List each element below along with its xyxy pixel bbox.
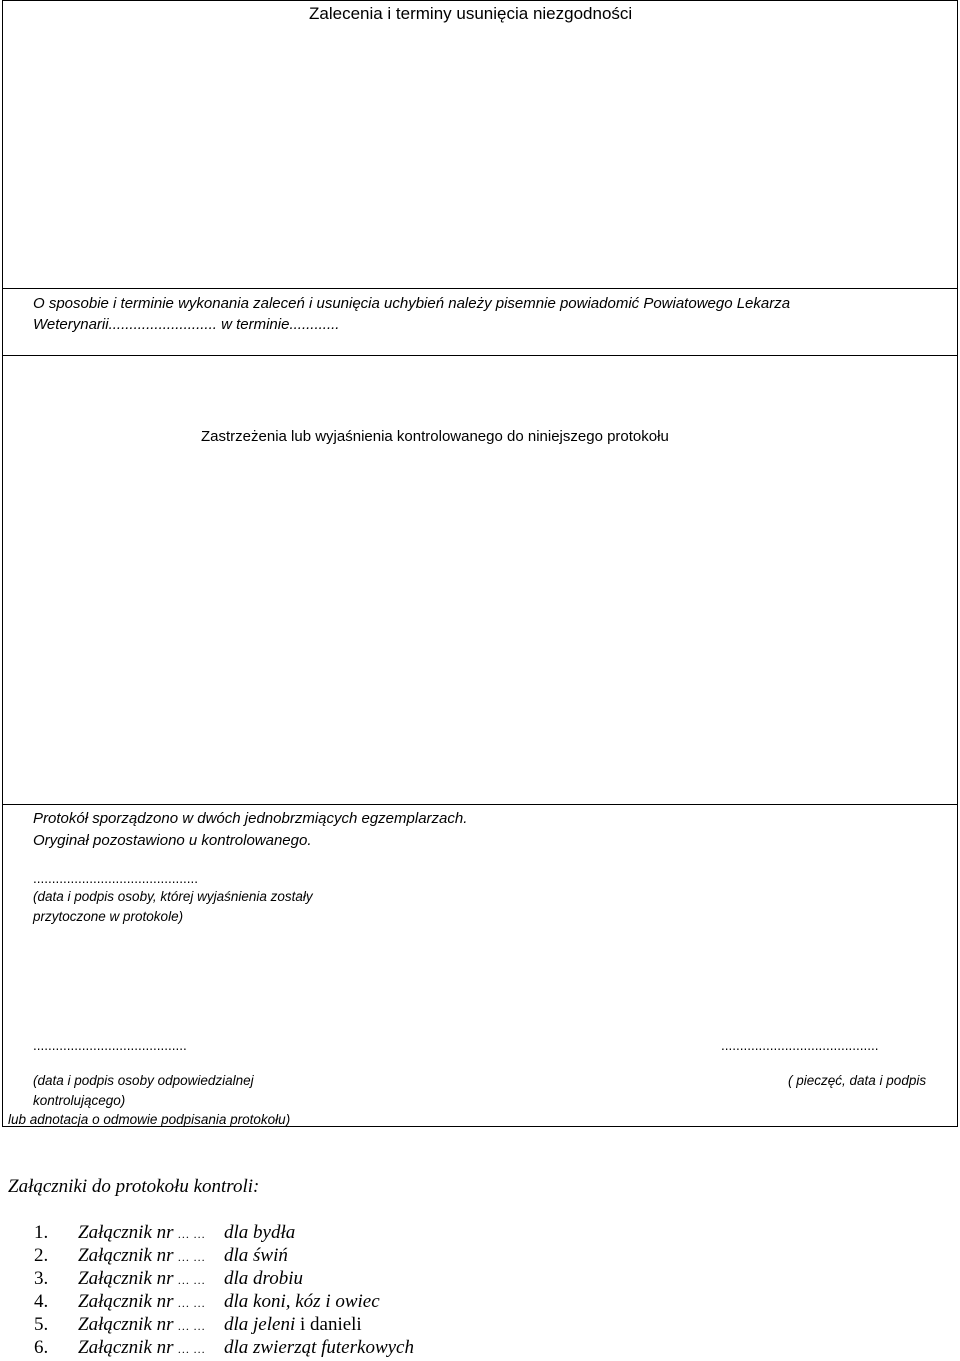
attachment-label: Załącznik nr [78, 1337, 174, 1358]
notice-line-2: Weterynarii.......................... w terminie............ [33, 316, 340, 333]
copies-statement: Protokół sporządzono w dwóch jednobrzmiących egzemplarzach. [33, 810, 468, 827]
explainer-signature-caption-1: (data i podpis osoby, której wyjaśnienia zostały [33, 889, 313, 904]
notice-line-1: O sposobie i terminie wykonania zaleceń i usunięcia uchybień należy pisemnie powiadomić Powiatowego Lekarza [33, 295, 791, 312]
attachment-label: Załącznik nr [78, 1314, 174, 1335]
attachment-number: 3. [34, 1268, 49, 1289]
stamp-signature-caption: ( pieczęć, data i podpis [788, 1073, 927, 1088]
inspector-signature-caption-3: lub adnotacja o odmowie podpisania protokołu) [8, 1112, 291, 1127]
attachment-number: 5. [34, 1314, 49, 1335]
notice-section [2, 288, 958, 356]
explainer-signature-caption-2: przytoczone w protokole) [33, 909, 184, 924]
attachment-label: Załącznik nr [78, 1222, 174, 1243]
attachment-item [34, 1244, 414, 1267]
inspector-signature-dots: ......................................... [33, 1038, 187, 1053]
attachment-dots: … … [178, 1342, 206, 1356]
attachment-label: Załącznik nr [78, 1291, 174, 1312]
attachment-description: dla bydła [224, 1222, 296, 1243]
inspector-signature-caption-2: kontrolującego) [33, 1093, 126, 1108]
attachment-dots: … … [178, 1296, 206, 1310]
attachment-dots: … … [178, 1273, 206, 1287]
attachment-label: Załącznik nr [78, 1268, 174, 1289]
attachment-dots: … … [178, 1250, 206, 1264]
recommendations-section [2, 0, 958, 289]
original-statement: Oryginał pozostawiono u kontrolowanego. [33, 832, 312, 849]
stamp-signature-dots: .......................................... [721, 1038, 879, 1053]
attachment-item [34, 1267, 414, 1290]
attachment-number: 2. [34, 1245, 49, 1266]
attachment-number: 1. [34, 1222, 49, 1243]
attachment-description: dla zwierząt futerkowych [224, 1337, 414, 1358]
objections-title: Zastrzeżenia lub wyjaśnienia kontrolowanego do niniejszego protokołu [201, 428, 669, 445]
recommendations-title: Zalecenia i terminy usunięcia niezgodności [309, 4, 633, 23]
attachment-description: dla koni, kóz i owiec [224, 1291, 380, 1312]
attachment-description-extra: i danieli [295, 1314, 362, 1335]
explainer-signature-dots: ............................................ [33, 871, 199, 886]
signatures-section [2, 804, 958, 1127]
attachment-label: Załącznik nr [78, 1245, 174, 1266]
attachment-description: dla jeleni [224, 1314, 296, 1335]
attachment-number: 4. [34, 1291, 49, 1312]
attachment-item [34, 1290, 414, 1313]
attachment-dots: … … [178, 1319, 206, 1333]
attachment-item [34, 1221, 414, 1244]
attachment-description: dla drobiu [224, 1268, 303, 1289]
attachment-item [34, 1313, 414, 1336]
attachments-list [34, 1221, 414, 1359]
objections-section [2, 355, 958, 805]
inspector-signature-caption-1: (data i podpis osoby odpowiedzialnej [33, 1073, 254, 1088]
attachment-description: dla świń [224, 1245, 288, 1266]
attachments-title: Załączniki do protokołu kontroli: [8, 1176, 260, 1197]
attachment-number: 6. [34, 1337, 49, 1358]
attachment-dots: … … [178, 1227, 206, 1241]
attachment-item [34, 1336, 414, 1359]
